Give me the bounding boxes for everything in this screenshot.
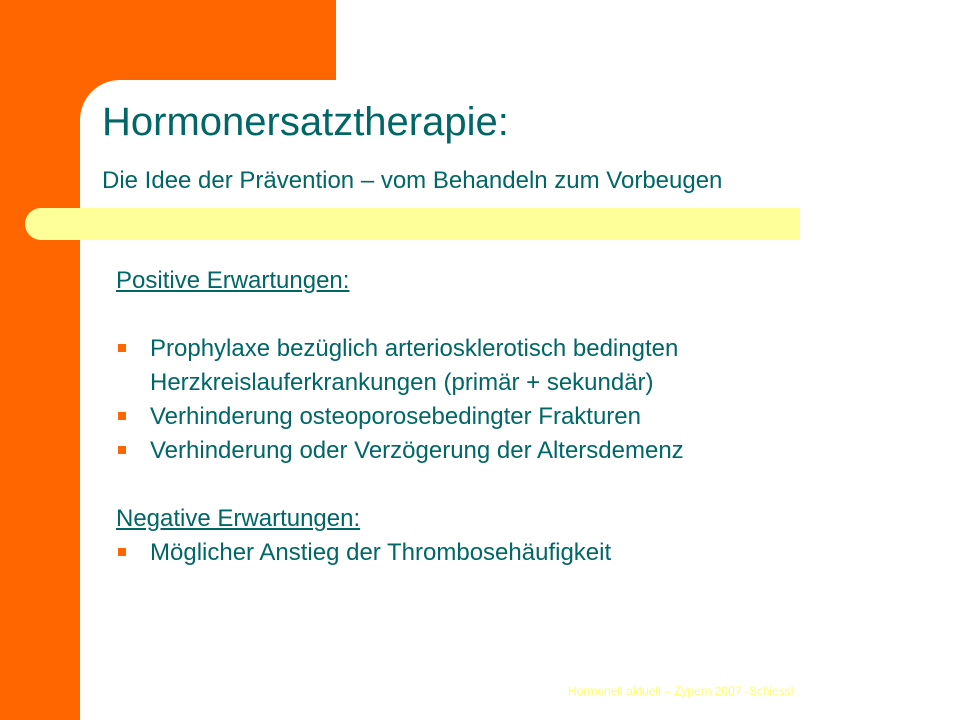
list-item-text: Verhinderung osteoporosebedingter Frakturen xyxy=(150,403,641,430)
square-bullet-icon xyxy=(118,344,126,352)
square-bullet-icon xyxy=(118,548,126,556)
negative-expectations-list xyxy=(116,536,876,570)
square-bullet-icon xyxy=(118,412,126,420)
yellow-divider-bar xyxy=(25,208,800,240)
list-item xyxy=(116,434,876,468)
list-item-text: Möglicher Anstieg der Thrombosehäufigkeit xyxy=(150,539,612,566)
positive-expectations-list xyxy=(116,332,876,468)
negative-expectations-heading: Negative Erwartungen: xyxy=(116,505,361,532)
slide-footer: Hormonell aktuell – Zypern 2007 -Schiessl xyxy=(568,684,794,698)
list-item-text: Verhinderung oder Verzögerung der Altersdemenz xyxy=(150,437,684,464)
positive-expectations-heading: Positive Erwartungen: xyxy=(116,267,350,294)
slide-title: Hormonersatztherapie: xyxy=(102,100,509,144)
slide-content xyxy=(116,264,876,570)
list-item xyxy=(116,332,876,400)
spacer xyxy=(116,468,876,502)
list-item xyxy=(116,400,876,434)
list-item xyxy=(116,536,876,570)
square-bullet-icon xyxy=(118,446,126,454)
spacer xyxy=(116,298,876,332)
list-item-text: Prophylaxe bezüglich arteriosklerotisch bedingten Herzkreislauferkrankungen (primär + sekundär) xyxy=(150,335,679,396)
slide-subtitle: Die Idee der Prävention – vom Behandeln zum Vorbeugen xyxy=(102,167,723,194)
